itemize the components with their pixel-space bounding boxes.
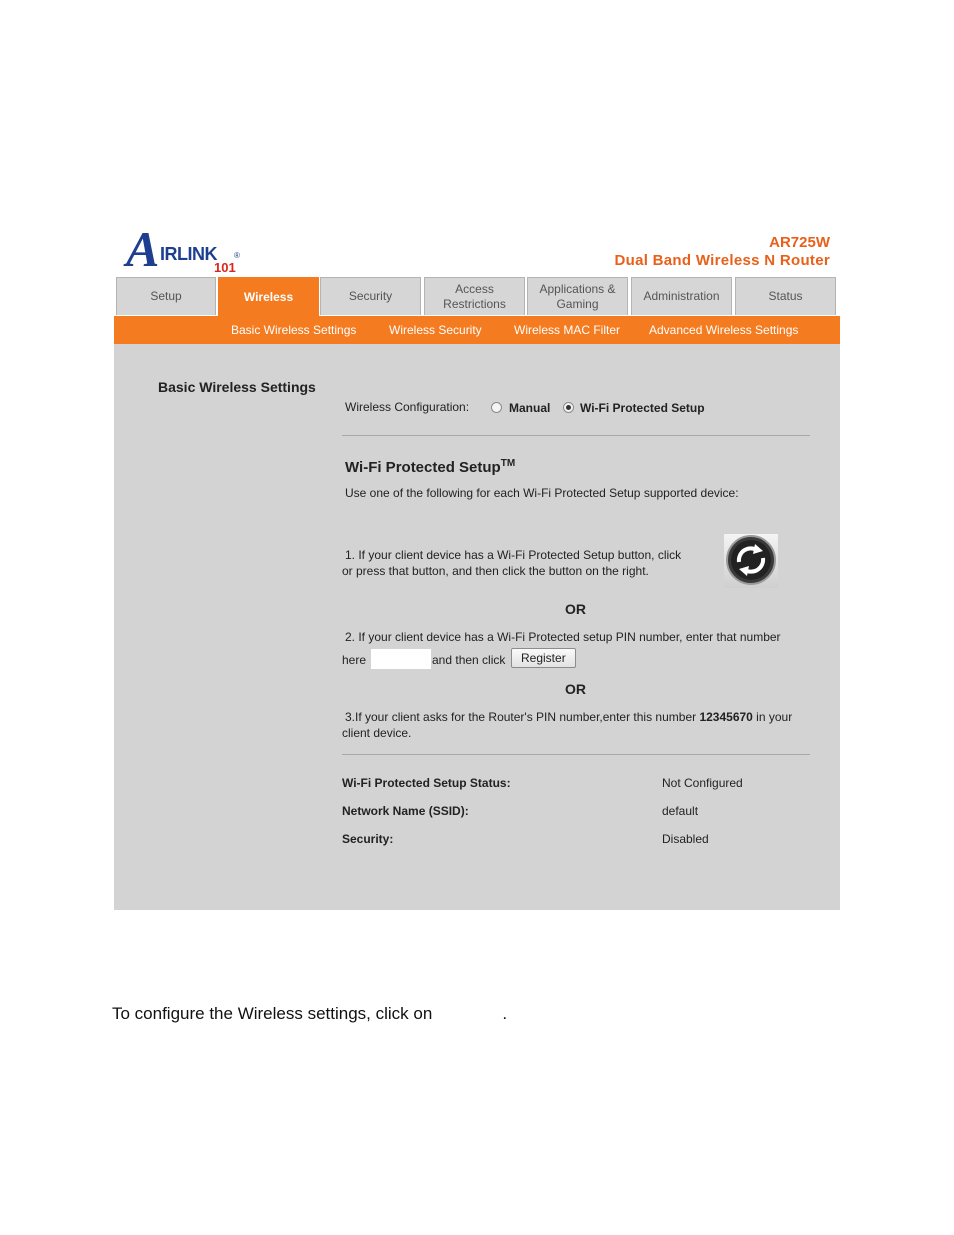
wps-intro: Use one of the following for each Wi-Fi Protected Setup supported device: (345, 486, 739, 500)
subnav-wireless-mac-filter[interactable]: Wireless MAC Filter (514, 323, 621, 337)
security-label: Security: (342, 832, 394, 846)
divider (342, 435, 810, 436)
step3-text-line1: 3.If your client asks for the Router's PIN number,enter this number 12345670 in your (345, 710, 793, 724)
trademark: TM (500, 458, 516, 469)
step2-here-label: here (342, 653, 367, 667)
instruction-caption: To configure the Wireless settings, click on . (112, 1004, 508, 1023)
tab-access-restrictions[interactable]: Access Restrictions (424, 277, 525, 315)
wps-push-button[interactable] (724, 534, 778, 588)
model-name: AR725W (769, 234, 830, 251)
main-tabs (114, 277, 840, 317)
or-separator-1: OR (565, 601, 586, 617)
tab-security[interactable]: Security (320, 277, 421, 315)
ssid-value: default (662, 804, 699, 818)
tab-status[interactable]: Status (735, 277, 836, 315)
wps-status-value: Not Configured (662, 776, 743, 790)
logo-word: IRLINK (160, 244, 217, 264)
tab-applications-gaming[interactable]: Applications & Gaming (527, 277, 628, 315)
step3-text-line2: client device. (342, 726, 412, 740)
wps-title: Wi-Fi Protected Setup™ (345, 458, 516, 476)
logo-number: 101 (214, 260, 236, 275)
manual-radio-label[interactable]: Manual (509, 401, 551, 415)
step2-text-line1: 2. If your client device has a Wi-Fi Protected setup PIN number, enter that number (345, 630, 781, 644)
content-panel (114, 344, 840, 910)
or-separator-2: OR (565, 681, 586, 697)
subnav-advanced-wireless-settings[interactable]: Advanced Wireless Settings (649, 323, 799, 337)
step1-text-line1: 1. If your client device has a Wi-Fi Protected Setup button, click (345, 548, 682, 562)
subnav-wireless-security[interactable]: Wireless Security (389, 323, 482, 337)
wireless-config-label: Wireless Configuration: (345, 400, 470, 414)
register-button[interactable]: Register (511, 648, 576, 668)
product-name: Dual Band Wireless N Router (614, 252, 830, 269)
logo-letter: A (126, 221, 160, 277)
router-pin: 12345670 (699, 710, 753, 724)
wps-refresh-icon (724, 534, 778, 588)
step2-then-label: and then click (432, 653, 506, 667)
section-title: Basic Wireless Settings (158, 379, 316, 395)
airlink-logo (126, 221, 246, 277)
wps-radio[interactable] (563, 402, 574, 413)
pin-input[interactable] (371, 649, 431, 669)
wps-radio-label[interactable]: Wi-Fi Protected Setup (580, 401, 705, 415)
wireless-subnav (114, 316, 840, 344)
tab-wireless[interactable]: Wireless (218, 277, 319, 317)
router-admin-screenshot (114, 222, 840, 910)
wps-status-label: Wi-Fi Protected Setup Status: (342, 776, 511, 790)
tab-setup[interactable]: Setup (116, 277, 216, 315)
subnav-basic-wireless-settings[interactable]: Basic Wireless Settings (231, 323, 357, 337)
logo-registered: ® (234, 251, 240, 260)
ssid-label: Network Name (SSID): (342, 804, 469, 818)
manual-radio[interactable] (491, 402, 502, 413)
security-value: Disabled (662, 832, 709, 846)
divider (342, 754, 810, 755)
tab-administration[interactable]: Administration (631, 277, 732, 315)
step1-text-line2: or press that button, and then click the button on the right. (342, 564, 649, 578)
